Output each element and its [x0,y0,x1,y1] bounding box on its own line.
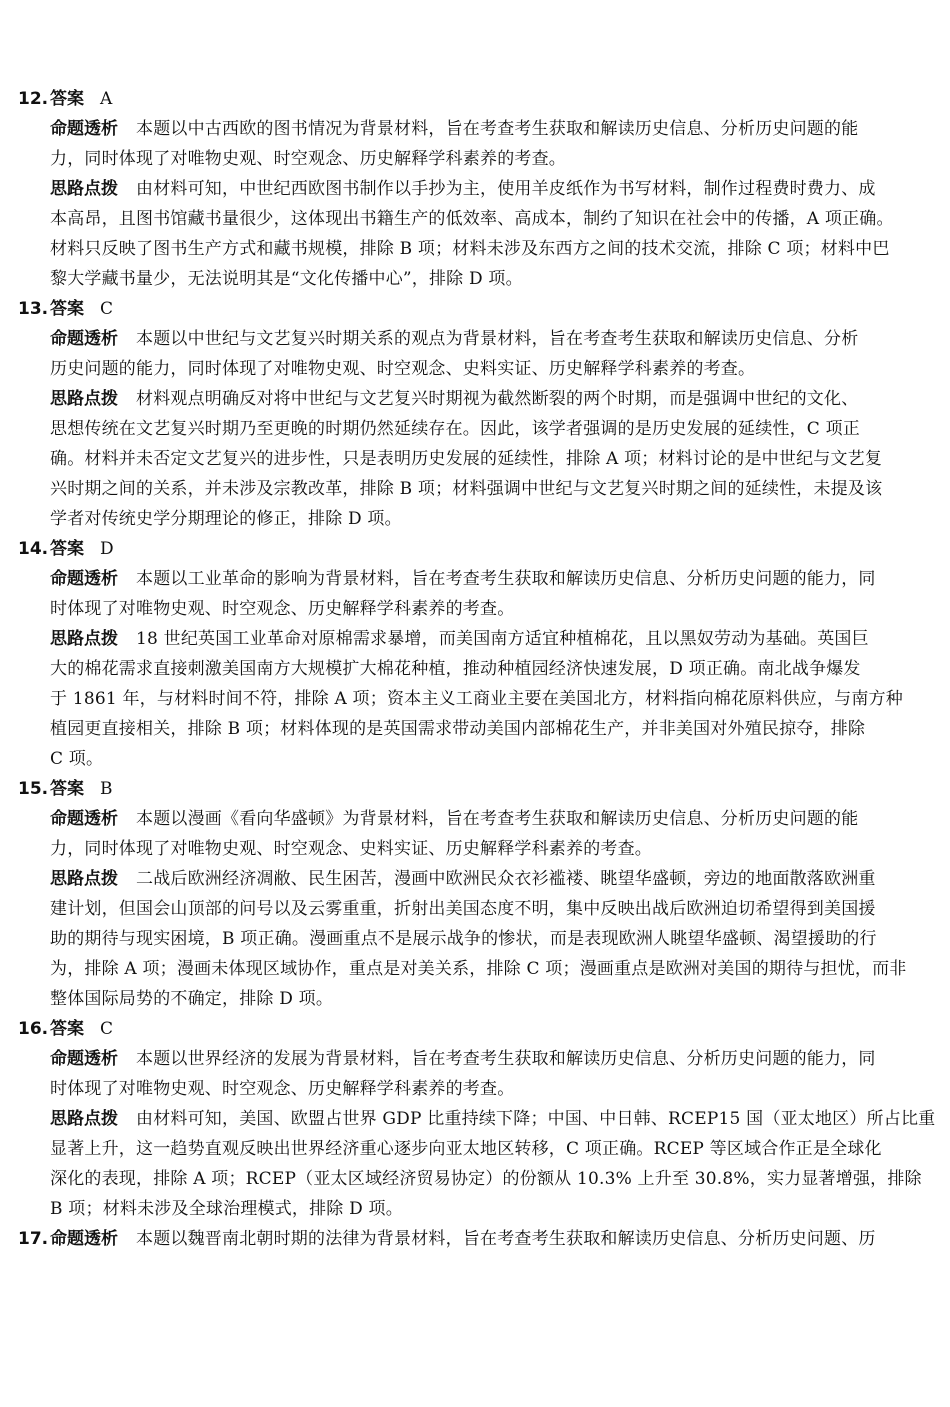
q15-analysis-line-3 [0,924,950,954]
q17-number: 17. [18,1229,49,1249]
q14-analysis-text-3: 于 1861 年，与材料时间不符，排除 A 项；资本主义工商业主要在美国北方，材料指向棉花原料供应，与南方种 [50,689,903,709]
answer-key-page [0,84,950,1254]
q14-analysis-text-4: 植园更直接相关，排除 B 项；材料体现的是英国需求带动美国内部棉花生产，并非美国对外殖民掠夺，排除 [50,719,866,739]
q13-answer-label: 答案 [50,299,84,319]
q16-answer-label: 答案 [50,1019,84,1039]
q17-intent-text: 本题以魏晋南北朝时期的法律为背景材料，旨在考查考生获取和解读历史信息、分析历史问题、历 [136,1229,876,1249]
q13-analysis-text-2: 思想传统在文艺复兴时期乃至更晚的时期仍然延续存在。因此，该学者强调的是历史发展的延续性，C 项正 [50,419,861,439]
q16-analysis-line-1 [0,1104,950,1134]
q12-analysis-text-2: 本高昂，且图书馆藏书量很少，这体现出书籍生产的低效率、高成本，制约了知识在社会中的传播，A 项正确。 [50,209,894,229]
q16-analysis-line-3 [0,1164,950,1194]
q13-analysis-text-5: 学者对传统史学分期理论的修正，排除 D 项。 [50,509,402,529]
q13-analysis-label: 思路点拨 [50,389,118,409]
q16-answer-line [0,1014,950,1044]
q14-analysis-line-1 [0,624,950,654]
q12-answer-value: A [100,89,113,109]
q14-analysis-text-2: 大的棉花需求直接刺激美国南方大规模扩大棉花种植，推动种植园经济快速发展，D 项正确。南北战争爆发 [50,659,861,679]
q14-answer-label: 答案 [50,539,84,559]
q14-analysis-line-3 [0,684,950,714]
q15-intent-line-1 [0,804,950,834]
q16-intent-line-2 [0,1074,950,1104]
q13-intent-line-1 [0,324,950,354]
q15-analysis-label: 思路点拨 [50,869,118,889]
q16-intent-text: 本题以世界经济的发展为背景材料，旨在考查考生获取和解读历史信息、分析历史问题的能力，同 [136,1049,876,1069]
q16-analysis-text-2: 显著上升，这一趋势直观反映出世界经济重心逐步向亚太地区转移，C 项正确。RCEP 等区域合作正是全球化 [50,1139,882,1159]
q13-analysis-line-1 [0,384,950,414]
q15-analysis-text-2: 建计划，但国会山顶部的问号以及云雾重重，折射出美国态度不明，集中反映出战后欧洲迫切希望得到美国援 [50,899,876,919]
q14-intent-line-2 [0,594,950,624]
q13-number: 13. [18,299,49,319]
q12-analysis-text-3: 材料只反映了图书生产方式和藏书规模，排除 B 项；材料未涉及东西方之间的技术交流，排除 C 项；材料中巴 [50,239,890,259]
q13-analysis-text-3: 确。材料并未否定文艺复兴的进步性，只是表明历史发展的延续性，排除 A 项；材料讨论的是中世纪与文艺复 [50,449,883,469]
q13-analysis-text: 材料观点明确反对将中世纪与文艺复兴时期视为截然断裂的两个时期，而是强调中世纪的文化、 [136,389,859,409]
q13-answer-value: C [100,299,114,319]
q14-intent-line-1 [0,564,950,594]
q16-analysis-text-3: 深化的表现，排除 A 项；RCEP（亚太区域经济贸易协定）的份额从 10.3% 上升至 30.8%，实力显著增强，排除 [50,1169,922,1189]
q13-answer-line [0,294,950,324]
q12-analysis-text-4: 黎大学藏书量少，无法说明其是“文化传播中心”，排除 D 项。 [50,269,523,289]
q15-analysis-line-5 [0,984,950,1014]
q16-intent-text-2: 时体现了对唯物史观、时空观念、历史解释学科素养的考查。 [50,1079,515,1099]
q15-answer-line [0,774,950,804]
q12-intent-text: 本题以中古西欧的图书情况为背景材料，旨在考查考生获取和解读历史信息、分析历史问题的能 [136,119,859,139]
q12-intent-text-2: 力，同时体现了对唯物史观、时空观念、历史解释学科素养的考查。 [50,149,566,169]
q16-analysis-text: 由材料可知，美国、欧盟占世界 GDP 比重持续下降；中国、中日韩、RCEP15 国（亚太地区）所占比重 [136,1109,936,1129]
q12-intent-label: 命题透析 [50,119,118,139]
q15-analysis-text-5: 整体国际局势的不确定，排除 D 项。 [50,989,334,1009]
q13-analysis-line-3 [0,444,950,474]
q14-intent-label: 命题透析 [50,569,118,589]
q15-number: 15. [18,779,49,799]
q15-analysis-line-1 [0,864,950,894]
q15-intent-label: 命题透析 [50,809,118,829]
q12-number: 12. [18,89,49,109]
q15-answer-value: B [100,779,113,799]
q15-analysis-text-3: 助的期待与现实困境，B 项正确。漫画重点不是展示战争的惨状，而是表现欧洲人眺望华盛顿、渴望援助的行 [50,929,877,949]
q13-intent-line-2 [0,354,950,384]
q13-analysis-line-5 [0,504,950,534]
q14-answer-line [0,534,950,564]
q15-intent-text-2: 力，同时体现了对唯物史观、时空观念、史料实证、历史解释学科素养的考查。 [50,839,652,859]
q14-number: 14. [18,539,49,559]
q14-intent-text-2: 时体现了对唯物史观、时空观念、历史解释学科素养的考查。 [50,599,515,619]
q12-answer-line [0,84,950,114]
q16-analysis-text-4: B 项；材料未涉及全球治理模式，排除 D 项。 [50,1199,403,1219]
q14-analysis-text: 18 世纪英国工业革命对原棉需求暴增，而美国南方适宜种植棉花，且以黑奴劳动为基础。英国巨 [136,629,869,649]
q17-intent-label: 命题透析 [50,1229,118,1249]
q14-analysis-label: 思路点拨 [50,629,118,649]
q16-intent-label: 命题透析 [50,1049,118,1069]
q14-analysis-line-4 [0,714,950,744]
q16-analysis-line-2 [0,1134,950,1164]
q12-analysis-line-4 [0,264,950,294]
q16-analysis-label: 思路点拨 [50,1109,118,1129]
q12-analysis-line-2 [0,204,950,234]
q13-analysis-line-2 [0,414,950,444]
q13-intent-text: 本题以中世纪与文艺复兴时期关系的观点为背景材料，旨在考查考生获取和解读历史信息、分析 [136,329,859,349]
q15-analysis-line-4 [0,954,950,984]
q16-number: 16. [18,1019,49,1039]
q15-analysis-text: 二战后欧洲经济凋敝、民生困苦，漫画中欧洲民众衣衫褴褛、眺望华盛顿，旁边的地面散落欧洲重 [136,869,876,889]
q12-intent-line-1 [0,114,950,144]
q12-analysis-line-1 [0,174,950,204]
q15-intent-text: 本题以漫画《看向华盛顿》为背景材料，旨在考查考生获取和解读历史信息、分析历史问题的能 [136,809,859,829]
q14-analysis-text-5: C 项。 [50,749,104,769]
q14-intent-text: 本题以工业革命的影响为背景材料，旨在考查考生获取和解读历史信息、分析历史问题的能力，同 [136,569,876,589]
q13-analysis-line-4 [0,474,950,504]
q12-answer-label: 答案 [50,89,84,109]
q14-answer-value: D [100,539,114,559]
q12-analysis-label: 思路点拨 [50,179,118,199]
q14-analysis-line-2 [0,654,950,684]
q17-intent-line [0,1224,950,1254]
q12-analysis-line-3 [0,234,950,264]
q15-analysis-line-2 [0,894,950,924]
q16-analysis-line-4 [0,1194,950,1224]
q15-analysis-text-4: 为，排除 A 项；漫画未体现区域协作，重点是对美关系，排除 C 项；漫画重点是欧洲对美国的期待与担忧，而非 [50,959,907,979]
q15-intent-line-2 [0,834,950,864]
q15-answer-label: 答案 [50,779,84,799]
q14-analysis-line-5 [0,744,950,774]
q13-analysis-text-4: 兴时期之间的关系，并未涉及宗教改革，排除 B 项；材料强调中世纪与文艺复兴时期之间的延续性，未提及该 [50,479,883,499]
q12-analysis-text: 由材料可知，中世纪西欧图书制作以手抄为主，使用羊皮纸作为书写材料，制作过程费时费力、成 [136,179,876,199]
q16-intent-line-1 [0,1044,950,1074]
q13-intent-label: 命题透析 [50,329,118,349]
q16-answer-value: C [100,1019,114,1039]
q13-intent-text-2: 历史问题的能力，同时体现了对唯物史观、时空观念、史料实证、历史解释学科素养的考查。 [50,359,756,379]
q12-intent-line-2 [0,144,950,174]
